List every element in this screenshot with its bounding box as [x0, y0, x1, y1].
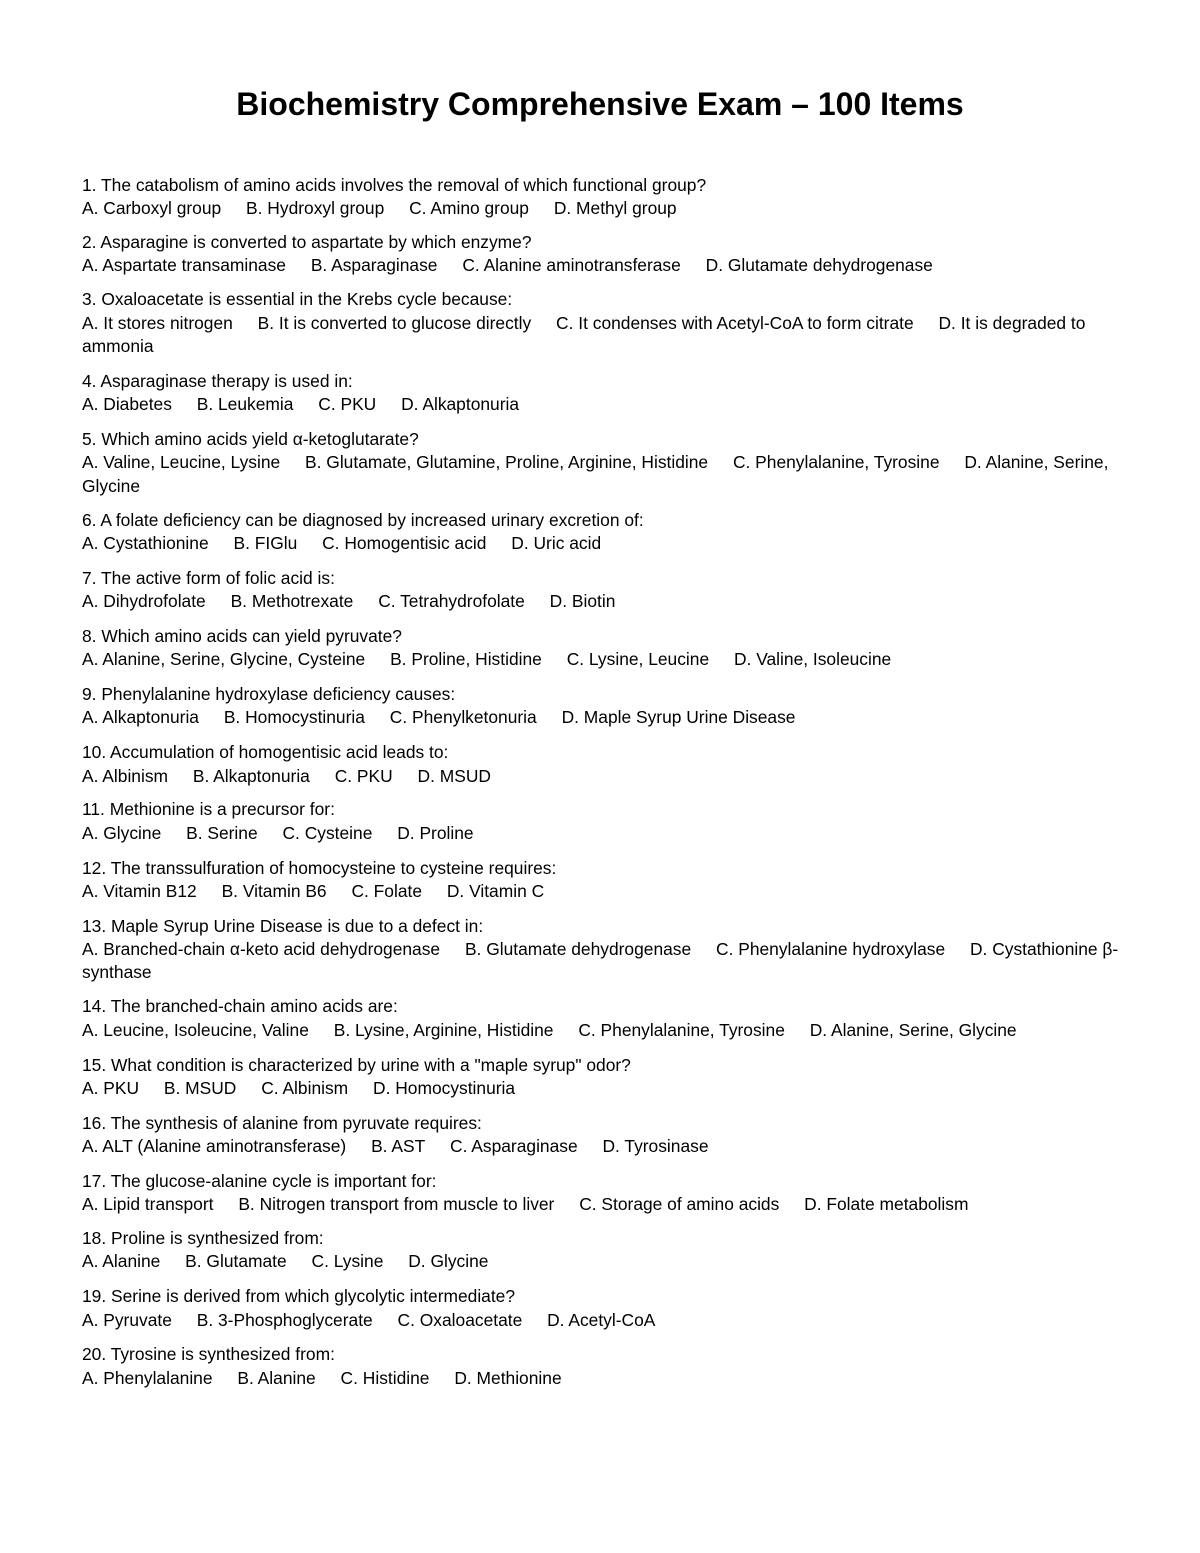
answer-option: D. Biotin — [549, 591, 616, 612]
question-item — [82, 428, 1122, 498]
answer-options — [82, 532, 1122, 555]
answer-option: B. 3-Phosphoglycerate — [196, 1309, 373, 1330]
answer-option: C. Phenylalanine, Tyrosine — [578, 1019, 785, 1040]
answer-option: A. Phenylalanine — [82, 1367, 213, 1388]
answer-option: C. PKU — [318, 394, 377, 415]
question-text: 15. What condition is characterized by urine with a "maple syrup" odor? — [82, 1054, 631, 1075]
answer-option: C. Storage of amino acids — [579, 1194, 780, 1215]
answer-option: C. Amino group — [409, 198, 529, 219]
question-text: 17. The glucose-alanine cycle is important for: — [82, 1170, 437, 1191]
answer-option: D. Valine, Isoleucine — [733, 649, 892, 670]
answer-option: B. Asparaginase — [310, 255, 438, 276]
answer-option: D. Tyrosinase — [602, 1136, 709, 1156]
question-item — [82, 683, 1122, 730]
question-item — [82, 915, 1122, 985]
answer-option: C. Phenylalanine hydroxylase — [716, 939, 946, 960]
answer-options — [82, 1019, 1122, 1042]
answer-option: B. FIGlu — [233, 532, 298, 553]
question-item — [82, 370, 1122, 417]
question-text: 9. Phenylalanine hydroxylase deficiency causes: — [82, 684, 456, 705]
answer-option: A. It stores nitrogen — [82, 312, 233, 333]
answer-options — [82, 1367, 1122, 1390]
question-item — [82, 231, 1122, 278]
question-text: 14. The branched-chain amino acids are: — [82, 996, 398, 1017]
question-text: 8. Which amino acids can yield pyruvate? — [82, 625, 402, 646]
question-item — [82, 1285, 1122, 1332]
answer-options — [82, 590, 1122, 613]
answer-option: D. Glutamate dehydrogenase — [705, 255, 933, 276]
answer-option: A. Leucine, Isoleucine, Valine — [82, 1019, 309, 1040]
answer-option: C. Lysine, Leucine — [566, 649, 710, 670]
answer-option: A. Carboxyl group — [82, 198, 222, 219]
answer-option: C. Phenylketonuria — [389, 707, 537, 728]
answer-option: B. Glutamate dehydrogenase — [464, 939, 692, 960]
answer-options — [82, 880, 1122, 903]
answer-option: C. Homogentisic acid — [322, 532, 487, 553]
answer-option: C. Phenylalanine, Tyrosine — [732, 452, 940, 473]
answer-options — [82, 254, 1122, 277]
answer-options — [82, 1193, 1122, 1216]
answer-options — [82, 1077, 1122, 1100]
answer-option: B. Glutamate — [185, 1251, 287, 1272]
question-text: 10. Accumulation of homogentisic acid leads to: — [82, 742, 449, 763]
question-item — [82, 567, 1122, 614]
question-text: 3. Oxaloacetate is essential in the Krebs cycle because: — [82, 289, 513, 310]
answer-option: C. Lysine — [311, 1251, 384, 1272]
answer-options — [82, 938, 1122, 985]
answer-options — [82, 765, 1122, 788]
question-item — [82, 509, 1122, 556]
question-text: 13. Maple Syrup Urine Disease is due to a defect in: — [82, 915, 484, 936]
answer-option: D. Vitamin C — [446, 880, 545, 901]
answer-options — [82, 648, 1122, 671]
answer-option: A. PKU — [82, 1077, 140, 1098]
answer-option: B. Vitamin B6 — [221, 880, 327, 901]
question-text: 16. The synthesis of alanine from pyruvate requires: — [82, 1112, 482, 1133]
answer-option: D. Alanine, Serine, Glycine — [809, 1019, 1017, 1040]
question-text: 1. The catabolism of amino acids involves the removal of which functional group? — [82, 175, 707, 195]
question-text: 2. Asparagine is converted to aspartate by which enzyme? — [82, 232, 532, 253]
question-item — [82, 1343, 1122, 1390]
question-item — [82, 288, 1122, 358]
question-list — [82, 163, 1122, 1390]
answer-option: D. Alanine, Serine, Glycine — [82, 452, 1109, 496]
answer-option: D. Acetyl-CoA — [547, 1309, 656, 1330]
answer-option: B. Nitrogen transport from muscle to liver — [238, 1194, 555, 1215]
answer-options — [82, 197, 1122, 220]
answer-option: D. Homocystinuria — [373, 1077, 516, 1098]
question-text: 11. Methionine is a precursor for: — [82, 799, 335, 820]
answer-option: C. Asparaginase — [450, 1136, 578, 1156]
answer-option: A. Valine, Leucine, Lysine — [82, 452, 281, 473]
question-text: 4. Asparaginase therapy is used in: — [82, 370, 353, 391]
answer-option: B. Alanine — [237, 1367, 316, 1388]
answer-option: A. Vitamin B12 — [82, 880, 197, 901]
answer-option: D. It is degraded to ammonia — [82, 312, 1086, 356]
question-text: 18. Proline is synthesized from: — [82, 1228, 324, 1249]
answer-option: B. Glutamate, Glutamine, Proline, Arginine, Histidine — [305, 452, 709, 473]
answer-option: A. ALT (Alanine aminotransferase) — [82, 1136, 347, 1156]
answer-option: D. Methionine — [454, 1367, 562, 1388]
answer-option: A. Alanine, Serine, Glycine, Cysteine — [82, 649, 366, 670]
question-text: 7. The active form of folic acid is: — [82, 567, 335, 588]
answer-option: B. Alkaptonuria — [192, 765, 310, 786]
answer-option: A. Cystathionine — [82, 532, 209, 553]
answer-option: A. Albinism — [82, 765, 169, 786]
answer-option: C. Oxaloacetate — [397, 1309, 523, 1330]
answer-option: A. Pyruvate — [82, 1309, 172, 1330]
answer-option: B. Proline, Histidine — [390, 649, 542, 670]
answer-option: C. It condenses with Acetyl-CoA to form citrate — [556, 312, 914, 333]
answer-options — [82, 1309, 1122, 1332]
answer-option: A. Alanine — [82, 1251, 161, 1272]
answer-option: B. Lysine, Arginine, Histidine — [333, 1019, 554, 1040]
answer-option: B. Methotrexate — [230, 591, 354, 612]
answer-options — [82, 706, 1122, 729]
answer-option: B. MSUD — [163, 1077, 237, 1098]
answer-option: A. Branched-chain α-keto acid dehydrogenase — [82, 939, 441, 960]
answer-option: D. Folate metabolism — [804, 1194, 969, 1215]
answer-option: D. Cystathionine β-synthase — [82, 939, 1119, 983]
answer-option: D. Glycine — [408, 1251, 489, 1272]
answer-option: C. Histidine — [340, 1367, 430, 1388]
question-text: 6. A folate deficiency can be diagnosed by increased urinary excretion of: — [82, 509, 644, 530]
answer-options — [82, 312, 1122, 359]
answer-option: D. Methyl group — [553, 198, 677, 219]
answer-option: D. Maple Syrup Urine Disease — [561, 707, 796, 728]
question-text: 19. Serine is derived from which glycolytic intermediate? — [82, 1286, 516, 1307]
answer-option: B. Leukemia — [196, 394, 294, 415]
question-text: 12. The transsulfuration of homocysteine to cysteine requires: — [82, 857, 557, 878]
answer-option: A. Dihydrofolate — [82, 591, 206, 612]
answer-option: C. Folate — [351, 880, 423, 901]
page-title: Biochemistry Comprehensive Exam – 100 Items — [236, 86, 964, 122]
question-item — [82, 741, 1122, 788]
answer-option: D. Alkaptonuria — [401, 394, 520, 415]
answer-option: C. Alanine aminotransferase — [462, 255, 681, 276]
answer-option: A. Glycine — [82, 822, 162, 843]
answer-option: B. Serine — [186, 822, 258, 843]
answer-option: A. Lipid transport — [82, 1194, 214, 1215]
answer-option: B. AST — [371, 1136, 426, 1156]
question-item — [82, 1227, 1122, 1274]
answer-option: D. Proline — [397, 822, 474, 843]
answer-option: C. Cysteine — [282, 822, 373, 843]
question-item — [82, 1170, 1122, 1217]
question-item — [82, 995, 1122, 1042]
answer-options — [82, 822, 1122, 845]
answer-option: B. Homocystinuria — [223, 707, 365, 728]
question-text: 20. Tyrosine is synthesized from: — [82, 1344, 335, 1365]
answer-option: C. PKU — [334, 765, 393, 786]
answer-option: D. MSUD — [417, 765, 491, 786]
question-text: 5. Which amino acids yield α-ketoglutarate? — [82, 429, 419, 450]
answer-option: B. It is converted to glucose directly — [257, 312, 532, 333]
answer-option: C. Tetrahydrofolate — [378, 591, 525, 612]
answer-option: C. Albinism — [261, 1077, 349, 1098]
question-item — [82, 798, 1122, 845]
question-item — [82, 174, 1122, 221]
answer-options — [82, 393, 1122, 416]
answer-option: A. Diabetes — [82, 394, 172, 415]
answer-option: A. Alkaptonuria — [82, 707, 199, 728]
answer-options — [82, 451, 1122, 498]
answer-option: D. Uric acid — [511, 532, 602, 553]
question-item — [82, 625, 1122, 672]
question-item — [82, 1054, 1122, 1101]
answer-options — [82, 1135, 1122, 1158]
question-item — [82, 857, 1122, 904]
answer-option: A. Aspartate transaminase — [82, 255, 286, 276]
answer-option: B. Hydroxyl group — [246, 198, 385, 219]
question-item — [82, 1112, 1122, 1159]
answer-options — [82, 1250, 1122, 1273]
